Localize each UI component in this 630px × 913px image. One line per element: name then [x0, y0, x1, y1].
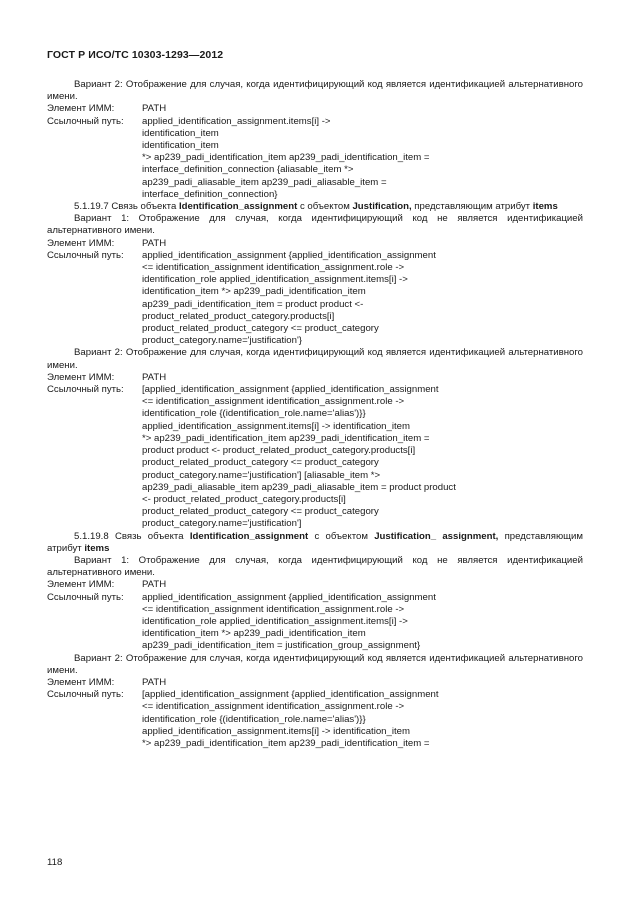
element-label: Элемент ИММ: — [47, 103, 115, 115]
path-line: *> ap239_padi_identification_item ap239_padi_identification_item = — [142, 152, 430, 164]
path-line: interface_definition_connection {aliasable_item *> — [142, 164, 354, 176]
heading-term: items — [84, 542, 110, 554]
element-value: PATH — [142, 237, 167, 249]
reference-path-row — [47, 384, 583, 530]
reference-path-lines — [142, 384, 583, 530]
path-line: product_category.name='justification'] — [142, 518, 302, 530]
path-line: [applied_identification_assignment {applied_identification_assignment — [142, 689, 439, 701]
path-line: identification_role applied_identification_assignment.items[i] -> — [142, 615, 408, 627]
element-row — [47, 579, 583, 591]
element-row — [47, 372, 583, 384]
element-label: Элемент ИММ: — [47, 579, 115, 591]
reference-path-label: Ссылочный путь: — [47, 689, 124, 701]
element-label: Элемент ИММ: — [47, 371, 115, 383]
heading-text: 5.1.19.8 Связь объекта — [74, 530, 190, 542]
heading-term: Justification, — [352, 201, 412, 213]
heading-term: Identification_assignment — [189, 530, 309, 542]
path-line: ap239_padi_aliasable_item ap239_padi_aliasable_item = — [142, 176, 387, 188]
path-line: identification_role applied_identification_assignment.items[i] -> — [142, 274, 408, 286]
reference-path-label: Ссылочный путь: — [47, 115, 124, 127]
heading-text: с объектом — [297, 201, 353, 213]
reference-path-label: Ссылочный путь: — [47, 249, 124, 261]
path-line: product_related_product_category <= product_category — [142, 323, 379, 335]
path-line: product_category.name='justification'} — [142, 335, 303, 347]
path-line: ap239_padi_identification_item = justification_group_assignment} — [142, 640, 421, 652]
variant-paragraph: Вариант 2: Отображение для случая, когда идентифицирующий код является идентификацией альтернативного имени. — [47, 652, 583, 676]
reference-path-row — [47, 116, 583, 201]
element-label: Элемент ИММ: — [47, 237, 115, 249]
path-line: applied_identification_assignment.items[i] -> — [142, 115, 331, 127]
heading-text: 5.1.19.7 Связь объекта — [74, 201, 179, 213]
path-line: <= identification_assignment identification_assignment.role -> — [142, 396, 405, 408]
reference-path-row — [47, 592, 583, 653]
reference-path-lines — [142, 592, 583, 653]
element-value: PATH — [142, 676, 167, 688]
path-line: *> ap239_padi_identification_item ap239_padi_identification_item = — [142, 737, 430, 749]
reference-path-lines — [142, 116, 583, 201]
section-heading — [47, 201, 583, 213]
path-line: [applied_identification_assignment {applied_identification_assignment — [142, 384, 439, 396]
path-line: identification_item — [142, 127, 219, 139]
reference-path-row — [47, 689, 583, 750]
heading-term: Identification_assignment — [178, 201, 298, 213]
heading-text: представляющим атрибут — [411, 201, 533, 213]
element-value: PATH — [142, 371, 167, 383]
path-line: identification_item *> ap239_padi_identification_item — [142, 628, 366, 640]
path-line: applied_identification_assignment.items[i] -> identification_item — [142, 420, 410, 432]
path-line: ap239_padi_identification_item = product product <- — [142, 298, 364, 310]
path-line: product_related_product_category <= product_category — [142, 506, 379, 518]
path-line: ap239_padi_aliasable_item ap239_padi_aliasable_item = product product — [142, 481, 456, 493]
element-value: PATH — [142, 579, 167, 591]
heading-term: items — [532, 201, 558, 213]
element-row — [47, 103, 583, 115]
variant-paragraph: Вариант 1: Отображение для случая, когда идентифицирующий код не является идентификацией альтернативного имени. — [47, 554, 583, 579]
element-value: PATH — [142, 103, 167, 115]
path-line: identification_item *> ap239_padi_identification_item — [142, 286, 366, 298]
reference-path-lines — [142, 250, 583, 348]
path-line: product product <- product_related_product_category.products[i] — [142, 445, 416, 457]
heading-text: представляющим атрибут — [47, 530, 583, 554]
document-body — [47, 79, 583, 750]
path-line: identification_item — [142, 140, 219, 152]
page-number: 118 — [47, 857, 63, 868]
path-line: product_related_product_category.products[i] — [142, 310, 335, 322]
reference-path-row — [47, 250, 583, 348]
element-row — [47, 238, 583, 250]
heading-text: с объектом — [308, 530, 375, 542]
variant-paragraph: Вариант 2: Отображение для случая, когда идентифицирующий код является идентификацией альтернативного имени. — [47, 79, 583, 103]
heading-term: Justification_ assignment, — [374, 530, 499, 542]
path-line: identification_role {(identification_role.name='alias')}} — [142, 408, 366, 420]
path-line: applied_identification_assignment.items[i] -> identification_item — [142, 725, 410, 737]
path-line: identification_role {(identification_role.name='alias')}} — [142, 713, 366, 725]
path-line: interface_definition_connection} — [142, 188, 278, 200]
path-line: applied_identification_assignment {applied_identification_assignment — [142, 249, 436, 261]
path-line: <= identification_assignment identification_assignment.role -> — [142, 262, 405, 274]
path-line: applied_identification_assignment {applied_identification_assignment — [142, 591, 436, 603]
document-header: ГОСТ Р ИСО/ТС 10303-1293—2012 — [47, 49, 224, 61]
path-line: <= identification_assignment identification_assignment.role -> — [142, 701, 405, 713]
element-row — [47, 677, 583, 689]
path-line: *> ap239_padi_identification_item ap239_padi_identification_item = — [142, 432, 430, 444]
path-line: product_related_product_category <= product_category — [142, 457, 379, 469]
path-line: product_category.name='justification'] [aliasable_item *> — [142, 469, 381, 481]
element-label: Элемент ИММ: — [47, 676, 115, 688]
reference-path-label: Ссылочный путь: — [47, 591, 124, 603]
variant-paragraph: Вариант 2: Отображение для случая, когда идентифицирующий код является идентификацией альтернативного имени. — [47, 347, 583, 371]
variant-paragraph: Вариант 1: Отображение для случая, когда идентифицирующий код не является идентификацией альтернативного имени. — [47, 213, 583, 237]
path-line: <= identification_assignment identification_assignment.role -> — [142, 603, 405, 615]
reference-path-label: Ссылочный путь: — [47, 384, 124, 396]
section-heading — [47, 531, 583, 555]
path-line: <- product_related_product_category.products[i] — [142, 493, 346, 505]
reference-path-lines — [142, 689, 583, 750]
